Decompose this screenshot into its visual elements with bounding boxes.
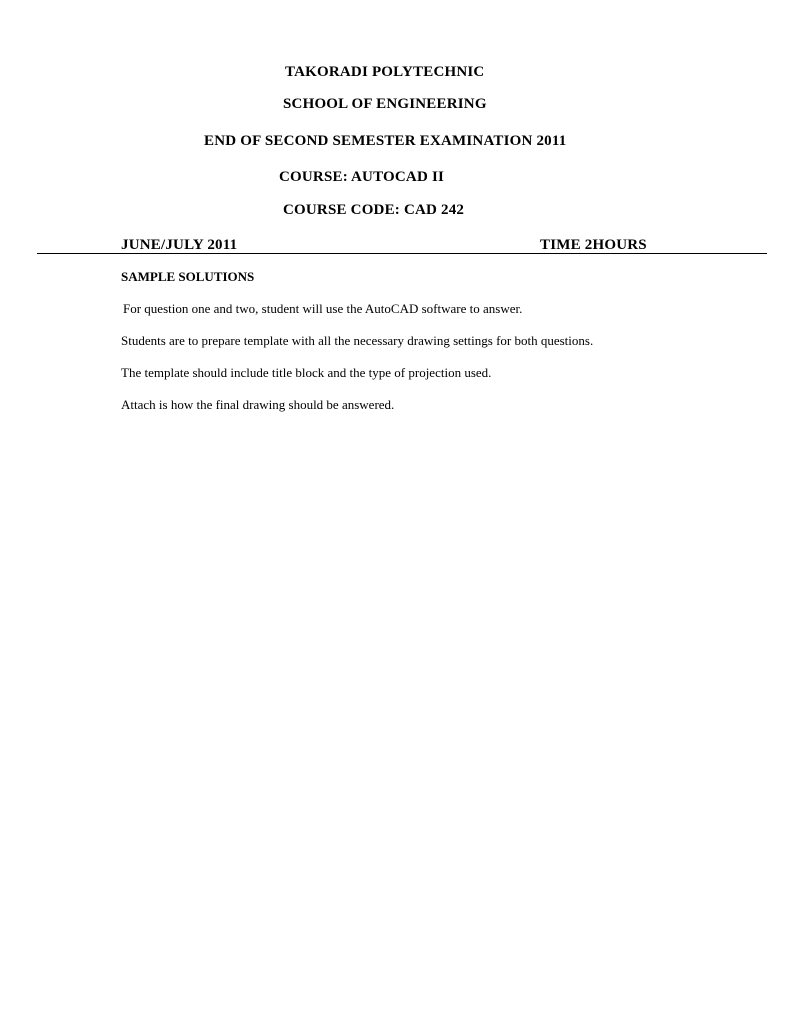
paragraph: The template should include title block and the type of projection used. xyxy=(121,365,492,380)
paragraph: For question one and two, student will use the AutoCAD software to answer. xyxy=(123,301,523,316)
course-code-heading: COURSE CODE: CAD 242 xyxy=(283,202,465,218)
school-heading: SCHOOL OF ENGINEERING xyxy=(283,96,487,112)
exam-duration: TIME 2HOURS xyxy=(540,237,647,253)
paragraph: Attach is how the final drawing should be answered. xyxy=(121,397,395,412)
section-title: SAMPLE SOLUTIONS xyxy=(121,269,255,284)
exam-heading: END OF SECOND SEMESTER EXAMINATION 2011 xyxy=(204,133,567,149)
paragraph: Students are to prepare template with all the necessary drawing settings for both questions. xyxy=(121,333,594,348)
exam-date: JUNE/JULY 2011 xyxy=(121,237,238,253)
institution-heading: TAKORADI POLYTECHNIC xyxy=(285,64,485,80)
course-heading: COURSE: AUTOCAD II xyxy=(279,169,445,185)
header-divider xyxy=(37,253,767,254)
